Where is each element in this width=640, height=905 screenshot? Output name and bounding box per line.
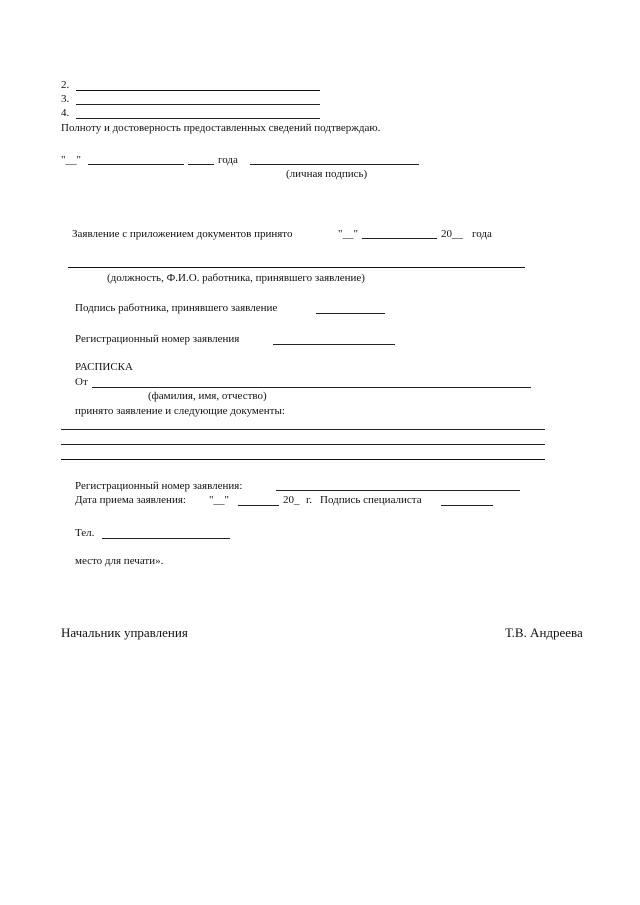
receipt-title: РАСПИСКА [75,361,133,373]
receipt-date-month-blank [238,505,279,506]
receipt-from: От [75,376,88,388]
accepted-quote-blank: "__" [338,228,358,240]
registration-number-label: Регистрационный номер заявления [75,333,240,345]
accepted-century: 20__ [441,228,463,240]
specialist-signature-label: Подпись специалиста [320,494,422,506]
stamp-place: место для печати». [75,555,164,567]
date-year-blank [188,164,214,165]
confirm-statement: Полноту и достоверность предоставленных сведений подтверждаю. [61,122,381,134]
receipt-accepted-docs: принято заявление и следующие документы: [75,405,285,417]
registration-number-blank [273,344,395,345]
employee-caption: (должность, Ф.И.О. работника, принявшего заявление) [107,272,365,284]
blank-line [76,104,320,105]
signature-blank [250,164,419,165]
receipt-name-blank [92,387,531,388]
blank-line [76,118,320,119]
accepted-prefix: Заявление с приложением документов принято [72,228,293,240]
documents-line-2 [61,444,545,445]
footer-position: Начальник управления [61,625,188,640]
employee-signature-label: Подпись работника, принявшего заявление [75,302,278,314]
date-quote-blank: "__" [61,154,81,166]
date-month-blank [88,164,184,165]
receipt-name-caption: (фамилия, имя, отчество) [148,390,267,402]
documents-line-3 [61,459,545,460]
phone-label: Тел. [75,527,95,539]
receipt-date-g: г. [306,494,313,506]
phone-blank [102,538,230,539]
receipt-date-quote: "__" [209,494,229,506]
list-number: 2. [61,79,70,91]
documents-line-1 [61,429,545,430]
specialist-signature-blank [441,505,493,506]
accepted-year-word: года [472,228,492,240]
signature-caption: (личная подпись) [286,168,368,180]
receipt-reg-number-blank [276,490,520,491]
receipt-date-century: 20_ [283,494,300,506]
receipt-reg-number-label: Регистрационный номер заявления: [75,480,243,492]
employee-signature-blank [316,313,385,314]
date-year-word: года [218,154,238,166]
blank-line [76,90,320,91]
footer-name: Т.В. Андреева [505,625,583,640]
list-number: 4. [61,107,70,119]
accepted-month-blank [362,238,437,239]
list-number: 3. [61,93,70,105]
employee-blank-line [68,267,525,268]
receipt-date-label: Дата приема заявления: [75,494,186,506]
